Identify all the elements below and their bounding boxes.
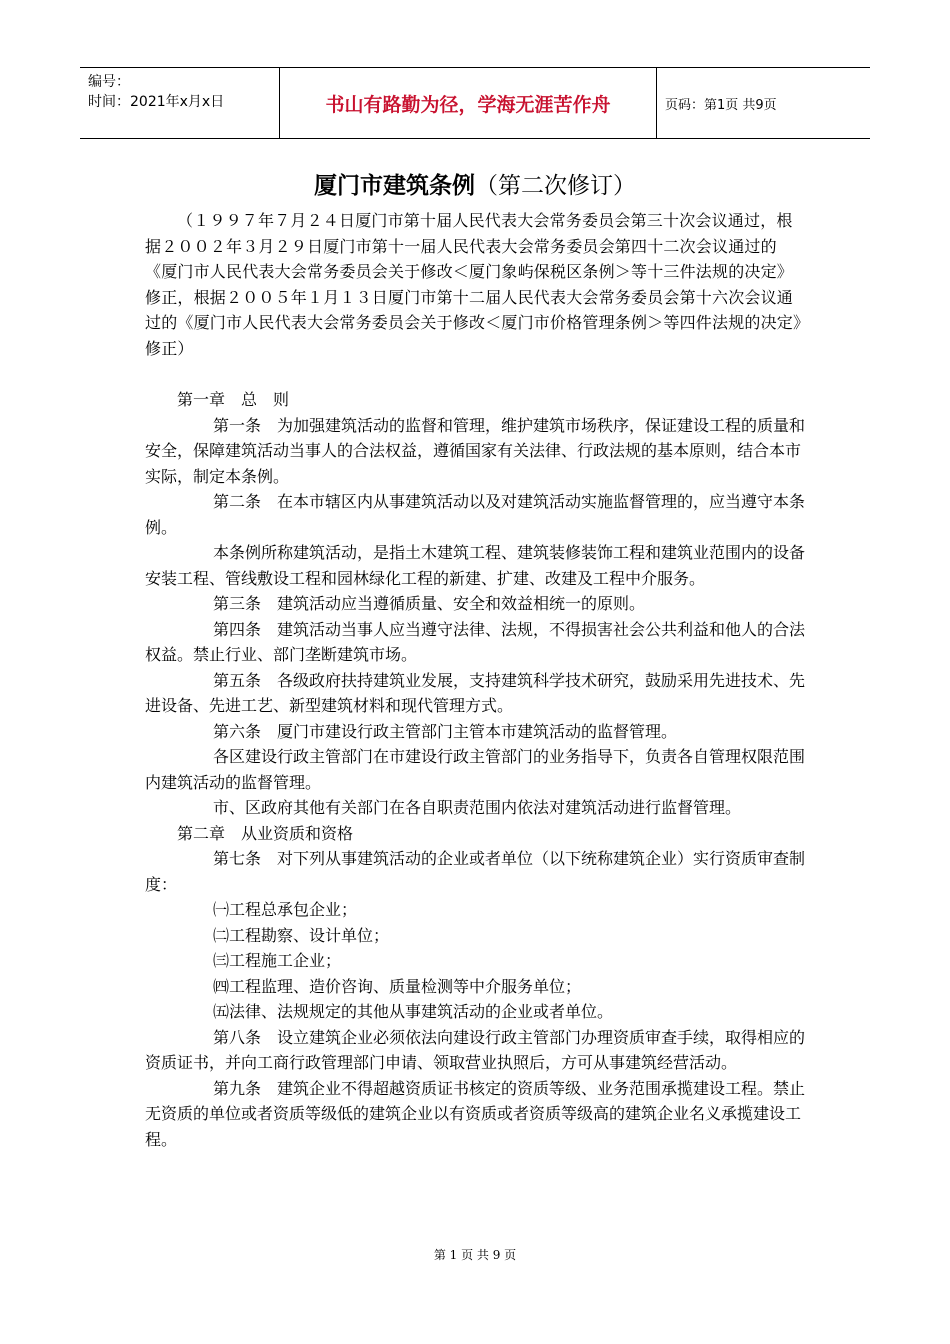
header-motto: 书山有路勤为径，学海无涯苦作舟 [280,68,657,138]
document-title [0,170,950,202]
chapter-heading: 第一章 总 则 [177,390,290,409]
article: 第六条 厦门市建设行政主管部门主管本市建筑活动的监督管理。 [213,721,678,741]
article: 第七条 对下列从事建筑活动的企业或者单位（以下统称建筑企业）实行资质审查制度： [145,849,806,894]
header-page-info: 页码：第1页 共9页 [665,97,777,113]
preamble: （１９９７年７月２４日厦门市第十届人民代表大会常务委员会第三十次会议通过，根据２００２年３月２９日厦门市第十一届人民代表大会常务委员会第四十二次会议通过的《厦门市人民代表大会常务委员会关于修改＜厦门象屿保税区条例＞等十三件法规的决定》修正，根据２００５年１月１３日厦门市第十二届人民代表大会常务委员会第十六次会议通过的《厦门市人民代表大会常务委员会关于修改＜厦门市价格管理条例＞等四件法规的决定》修正） [145,211,802,358]
title-main: 厦门市建筑条例 [314,173,475,199]
article: 第八条 设立建筑企业必须依法向建设行政主管部门办理资质审查手续，取得相应的资质证书，并向工商行政管理部门申请、领取营业执照后，方可从事建筑经营活动。 [145,1027,806,1072]
header-meta [80,68,280,138]
number-label: 编号： [88,74,130,90]
article-paragraph: 各区建设行政主管部门在市建设行政主管部门的业务指导下，负责各自管理权限范围内建筑活动的监督管理。 [145,747,806,792]
article: 第一条 为加强建筑活动的监督和管理，维护建筑市场秩序，保证建设工程的质量和安全，保障建筑活动当事人的合法权益，遵循国家有关法律、行政法规的基本原则，结合本市实际，制定本条例。 [145,415,806,486]
list-item: ㈣工程监理、造价咨询、质量检测等中介服务单位； [213,976,582,996]
list-item: ㈡工程勘察、设计单位； [213,925,390,945]
page-footer: 第 1 页 共 9 页 [433,1248,517,1262]
page-header [80,67,870,139]
title-sub: （第二次修订） [475,173,636,199]
document-body [145,208,805,1152]
article: 第九条 建筑企业不得超越资质证书核定的资质等级、业务范围承揽建设工程。禁止无资质的单位或者资质等级低的建筑企业以有资质或者资质等级高的建筑企业名义承揽建设工程。 [145,1078,806,1149]
article-paragraph: 本条例所称建筑活动，是指土木建筑工程、建筑装修装饰工程和建筑业范围内的设备安装工程、管线敷设工程和园林绿化工程的新建、扩建、改建及工程中介服务。 [145,543,806,588]
list-item: ㈢工程施工企业； [213,951,342,970]
chapter-heading: 第二章 从业资质和资格 [177,823,354,843]
article: 第五条 各级政府扶持建筑业发展，支持建筑科学技术研究，鼓励采用先进技术、先进设备、先进工艺、新型建筑材料和现代管理方式。 [145,670,806,715]
article: 第三条 建筑活动应当遵循质量、安全和效益相统一的原则。 [213,594,646,613]
article: 第二条 在本市辖区内从事建筑活动以及对建筑活动实施监督管理的，应当遵守本条例。 [145,492,806,537]
list-item: ㈤法律、法规规定的其他从事建筑活动的企业或者单位。 [213,1002,614,1021]
article: 第四条 建筑活动当事人应当遵守法律、法规，不得损害社会公共利益和他人的合法权益。禁止行业、部门垄断建筑市场。 [145,619,806,664]
article-paragraph: 市、区政府其他有关部门在各自职责范围内依法对建筑活动进行监督管理。 [213,798,742,817]
list-item: ㈠工程总承包企业； [213,900,358,919]
date-label: 时间：2021年x月x日 [88,94,225,110]
